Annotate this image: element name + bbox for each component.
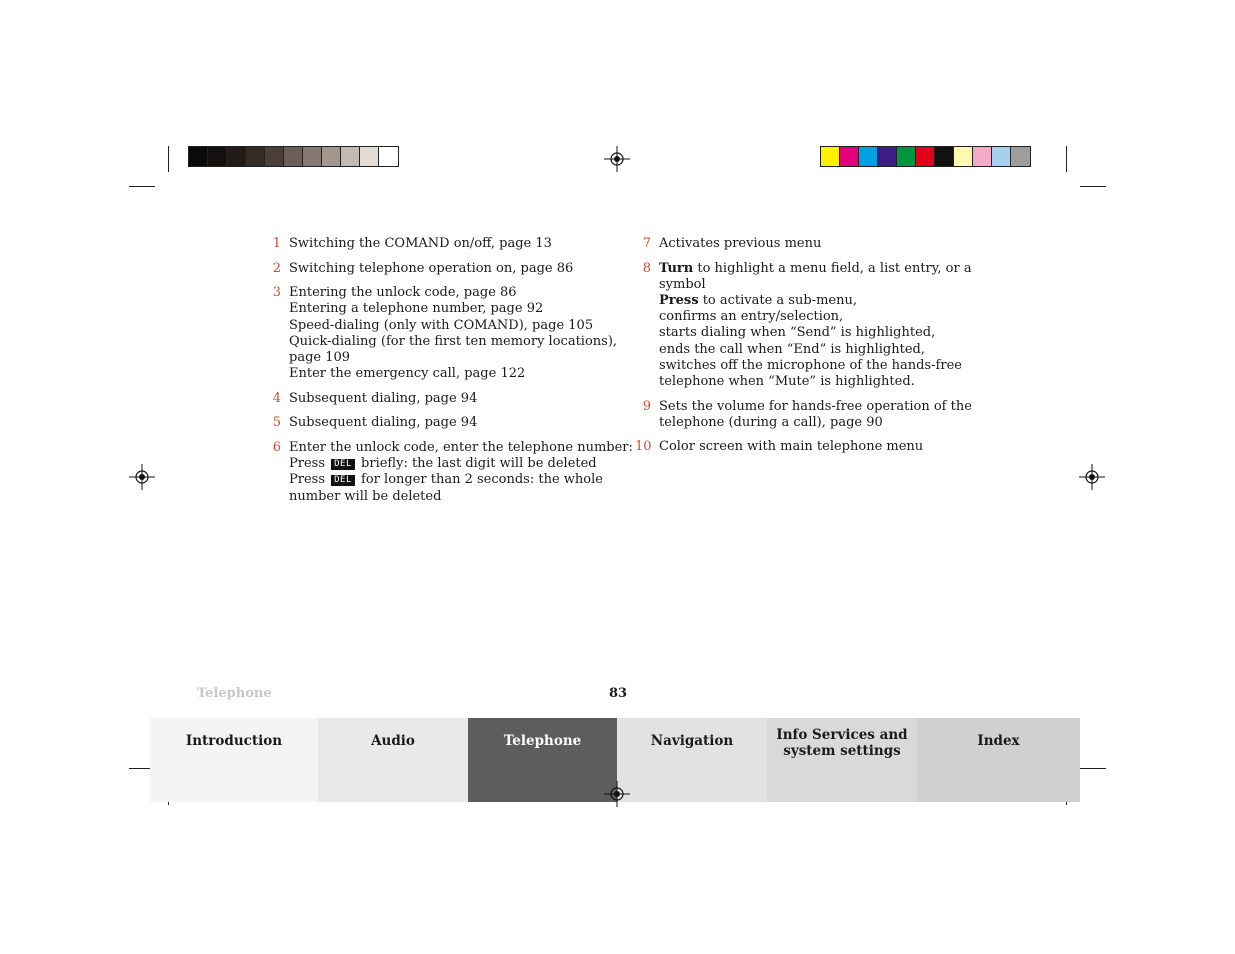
gray-calibration-strip [188, 146, 399, 167]
item-text [289, 456, 633, 472]
calibration-swatch [992, 147, 1011, 166]
item-text: Quick-dialing (for the first ten memory locations), [289, 333, 618, 349]
item-text: Speed-dialing (only with COMAND), page 105 [289, 317, 594, 333]
item-text: page 109 [289, 350, 351, 365]
tab-telephone[interactable] [468, 718, 617, 802]
item-text [289, 472, 633, 488]
color-calibration-strip [820, 146, 1031, 167]
item-text: Enter the emergency call, page 122 [289, 366, 526, 382]
calibration-swatch [840, 147, 859, 166]
calibration-swatch [973, 147, 992, 166]
crop-mark [1080, 768, 1106, 769]
list-item [635, 439, 965, 455]
calibration-swatch [341, 147, 360, 166]
item-text: Subsequent dialing, page 94 [289, 390, 478, 406]
calibration-swatch [859, 147, 878, 166]
tab-navigation[interactable] [617, 718, 767, 802]
calibration-swatch [935, 147, 954, 166]
tab-label: Introduction [185, 733, 283, 749]
item-text: Entering a telephone number, page 92 [289, 301, 544, 317]
item-number: 6 [272, 439, 281, 455]
legend-list-right [635, 236, 972, 464]
calibration-swatch [265, 147, 284, 166]
calibration-swatch [1011, 147, 1030, 166]
tab-info-services[interactable] [767, 718, 917, 802]
calibration-swatch [379, 147, 398, 166]
item-text: symbol [659, 276, 706, 292]
crop-mark [1080, 186, 1106, 187]
item-text: telephone when “Mute” is highlighted. [659, 374, 915, 390]
item-text: number will be deleted [289, 488, 442, 504]
item-text: switches off the microphone of the hands-free [659, 357, 962, 373]
item-number: 8 [642, 260, 651, 276]
del-key-icon: DEL [331, 459, 355, 470]
press-word: Press [289, 456, 325, 472]
press-word: Press [659, 293, 699, 308]
item-text: Subsequent dialing, page 94 [289, 415, 478, 431]
calibration-swatch [897, 147, 916, 166]
footer-section-title: Telephone [197, 686, 272, 701]
item-text: confirms an entry/selection, [659, 309, 844, 325]
tab-label: Telephone [503, 733, 582, 749]
item-number: 3 [272, 285, 281, 301]
list-item [265, 261, 610, 277]
item-number: 5 [272, 415, 281, 431]
calibration-swatch [303, 147, 322, 166]
calibration-swatch [878, 147, 897, 166]
list-item [265, 285, 618, 382]
crop-mark [129, 186, 155, 187]
calibration-swatch [208, 147, 227, 166]
item-text [659, 261, 972, 277]
crop-mark [1066, 146, 1067, 172]
item-text: Entering the unlock code, page 86 [289, 285, 517, 301]
calibration-swatch [246, 147, 265, 166]
tab-label: system settings [783, 743, 901, 759]
tab-label: Audio [371, 733, 415, 749]
list-item [635, 260, 972, 391]
item-text: ends the call when “End” is highlighted, [659, 341, 925, 357]
calibration-swatch [227, 147, 246, 166]
item-number: 4 [272, 390, 281, 406]
tab-introduction[interactable] [150, 718, 318, 802]
list-item [265, 236, 610, 252]
item-text: starts dialing when “Send” is highlighted, [659, 325, 936, 341]
item-number: 7 [642, 236, 651, 251]
crop-mark [168, 146, 169, 172]
calibration-swatch [284, 147, 303, 166]
calibration-swatch [821, 147, 840, 166]
tab-label: Info Services and [776, 727, 908, 743]
item-text-part: to highlight a menu field, a list entry, or a [697, 260, 972, 276]
page-number: 83 [608, 686, 628, 701]
item-text: Activates previous menu [659, 236, 822, 251]
registration-mark-icon [129, 464, 155, 490]
tab-label: Index [977, 733, 1020, 749]
press-word: Press [289, 472, 325, 488]
item-text-part: for longer than 2 seconds: the whole [361, 472, 603, 488]
tab-index[interactable] [917, 718, 1080, 802]
registration-mark-icon [604, 146, 630, 172]
item-number: 10 [635, 439, 652, 455]
list-item [265, 439, 633, 505]
calibration-swatch [189, 147, 208, 166]
calibration-swatch [322, 147, 341, 166]
legend-list-left [265, 236, 633, 513]
del-key-icon: DEL [331, 475, 355, 486]
item-text: Switching telephone operation on, page 86 [289, 260, 574, 276]
item-number: 9 [642, 398, 651, 414]
registration-mark-icon [604, 781, 630, 807]
list-item [635, 236, 965, 252]
item-number: 1 [272, 236, 281, 251]
calibration-swatch [916, 147, 935, 166]
list-item [265, 415, 610, 431]
list-item [635, 398, 972, 431]
list-item [265, 391, 610, 407]
item-text: Switching the COMAND on/off, page 13 [289, 236, 552, 251]
item-number: 2 [272, 260, 281, 276]
item-text-part: briefly: the last digit will be deleted [361, 456, 597, 472]
item-text: telephone (during a call), page 90 [659, 414, 883, 430]
turn-word: Turn [659, 260, 694, 276]
item-text [659, 293, 972, 309]
tab-audio[interactable] [318, 718, 468, 802]
item-text-part: to activate a sub-menu, [702, 293, 857, 308]
item-text: Color screen with main telephone menu [659, 439, 924, 455]
tab-label: Navigation [650, 733, 734, 749]
item-text: Sets the volume for hands-free operation of the [659, 398, 972, 414]
registration-mark-icon [1079, 464, 1105, 490]
calibration-swatch [360, 147, 379, 166]
item-text: Enter the unlock code, enter the telephone number: [289, 439, 633, 455]
calibration-swatch [954, 147, 973, 166]
